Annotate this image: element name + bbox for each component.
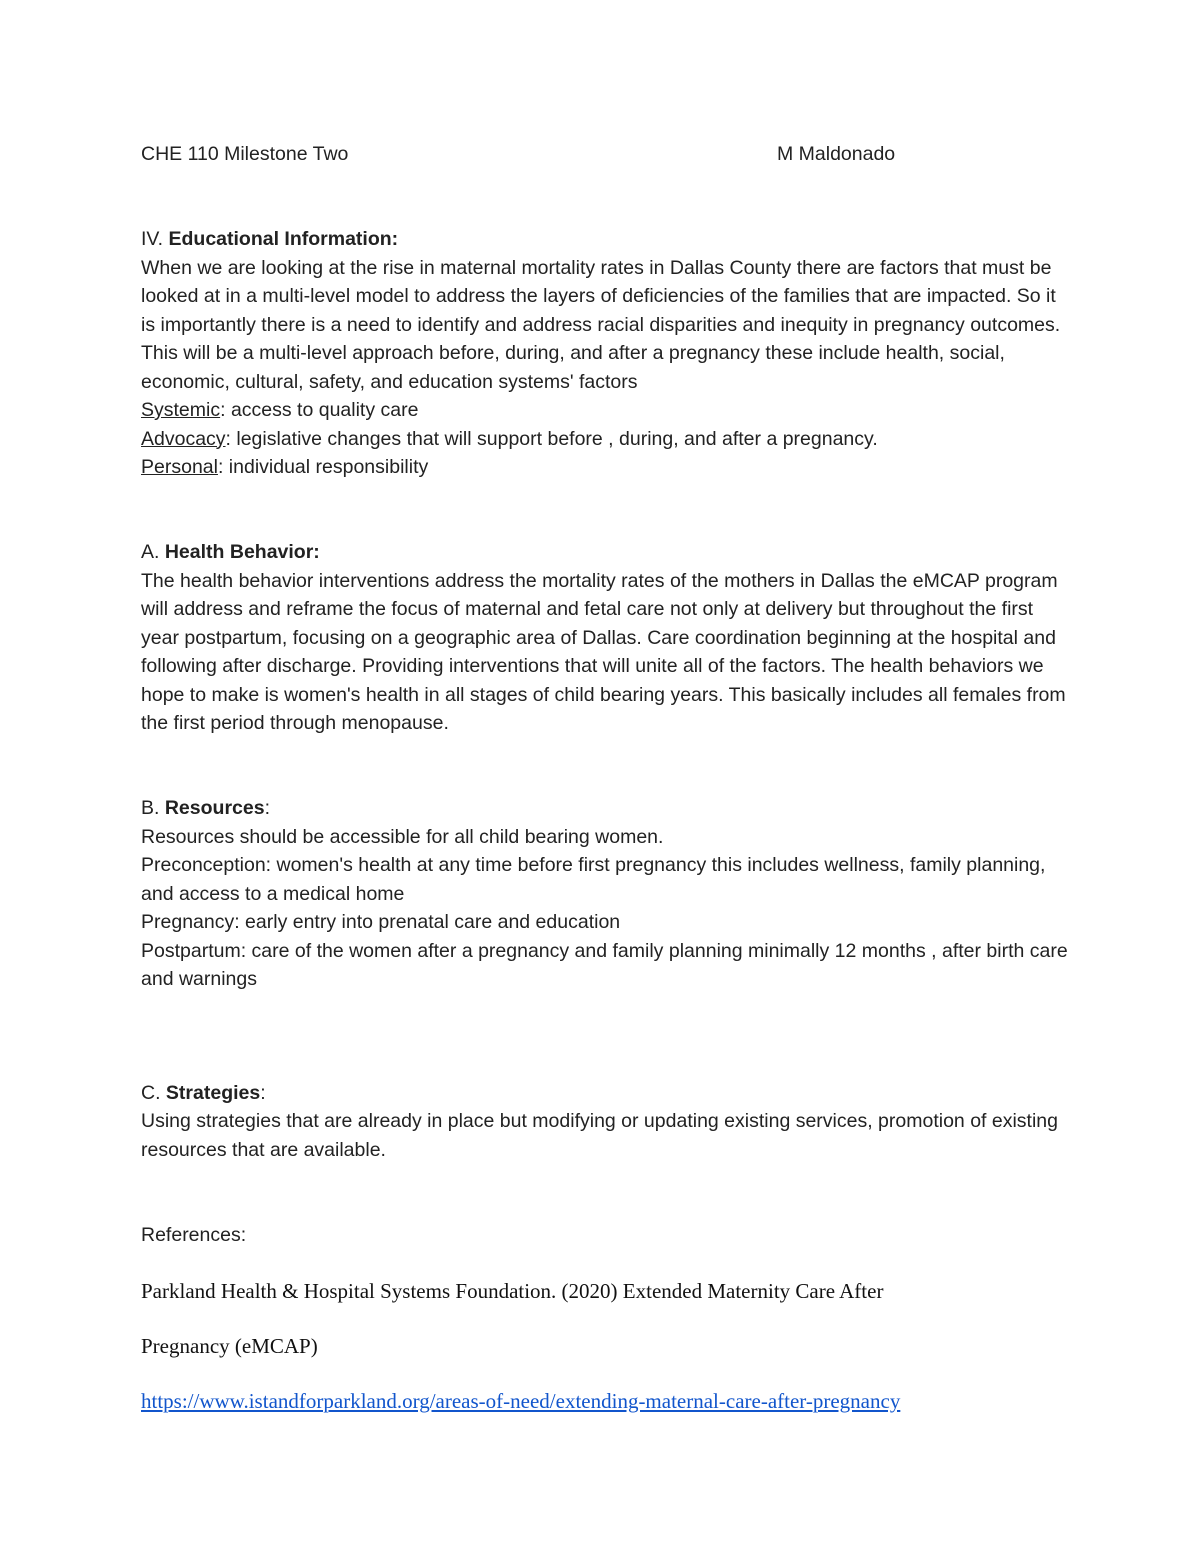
section-c-title: Strategies xyxy=(165,1081,261,1104)
reference-link[interactable]: https://www.istandforparkland.org/areas-of-need/extending-maternal-care-after-pregnancy xyxy=(141,1388,901,1413)
item-systemic xyxy=(141,396,1071,425)
item-personal-text: : individual responsibility xyxy=(217,456,429,478)
section-a-title: Health Behavior: xyxy=(164,541,320,563)
section-b-title: Resources xyxy=(164,797,265,819)
section-a-heading xyxy=(141,538,1071,567)
document-page xyxy=(141,140,1071,1415)
section-iv-title: Educational Information: xyxy=(168,228,399,250)
author-name: M Maldonado xyxy=(777,143,896,165)
references-heading: References: xyxy=(141,1224,247,1246)
document-header xyxy=(141,140,1071,169)
section-a-body: The health behavior interventions address the mortality rates of the mothers in Dallas the eMCAP program will address and reframe the focus of maternal and fetal care not only at delivery but throughout the first year postpartum, focusing on a geographic area of Dallas. Care coordination beginning at the hospital and following after discharge. Providing interventions that will unite all of the factors. The health behaviors we hope to make is women's health in all stages of child bearing years. This basically includes all females from the first period through menopause. xyxy=(141,569,1066,734)
section-b-prefix: B. xyxy=(141,797,165,819)
reference-link-row xyxy=(141,1360,1071,1415)
resources-line: Pregnancy: early entry into prenatal care and education xyxy=(141,911,621,933)
section-a-prefix: A. xyxy=(141,541,165,563)
reference-entry-line2: Pregnancy (eMCAP) xyxy=(141,1333,318,1358)
section-b-heading xyxy=(141,794,1071,823)
item-personal-term: Personal xyxy=(141,456,218,478)
section-b-suffix: : xyxy=(264,797,270,819)
reference-entry-line1: Parkland Health & Hospital Systems Foundation. (2020) Extended Maternity Care After xyxy=(141,1278,884,1303)
item-systemic-text: : access to quality care xyxy=(220,399,419,421)
item-advocacy-text: : legislative changes that will support before , during, and after a pregnancy. xyxy=(225,427,878,450)
section-c-suffix: : xyxy=(260,1081,266,1104)
section-c-prefix: C. xyxy=(141,1081,166,1104)
section-iv-prefix: IV. xyxy=(141,228,169,250)
resources-line: Postpartum: care of the women after a pregnancy and family planning minimally 12 months , after birth care and warnings xyxy=(141,939,1068,990)
item-advocacy xyxy=(141,425,1071,454)
resources-line: Resources should be accessible for all child bearing women. xyxy=(141,825,664,848)
course-title: CHE 110 Milestone Two xyxy=(141,143,349,165)
item-personal xyxy=(141,453,1071,482)
section-iv-heading xyxy=(141,225,1071,254)
item-advocacy-term: Advocacy xyxy=(141,427,226,450)
section-c-body: Using strategies that are already in place but modifying or updating existing services, promotion of existing resources that are available. xyxy=(141,1110,1058,1161)
resources-line: Preconception: women's health at any time before first pregnancy this includes wellness, family planning, and access to a medical home xyxy=(141,854,1046,905)
section-iv-body: When we are looking at the rise in maternal mortality rates in Dallas County there are factors that must be looked at in a multi-level model to address the layers of deficiencies of the families that are impacted. So it is importantly there is a need to identify and address racial disparities and inequity in pregnancy outcomes. This will be a multi-level approach before, during, and after a pregnancy these include health, social, economic, cultural, safety, and education systems' factors xyxy=(141,256,1061,393)
item-systemic-term: Systemic xyxy=(141,399,221,421)
section-c-heading xyxy=(141,1079,1071,1108)
